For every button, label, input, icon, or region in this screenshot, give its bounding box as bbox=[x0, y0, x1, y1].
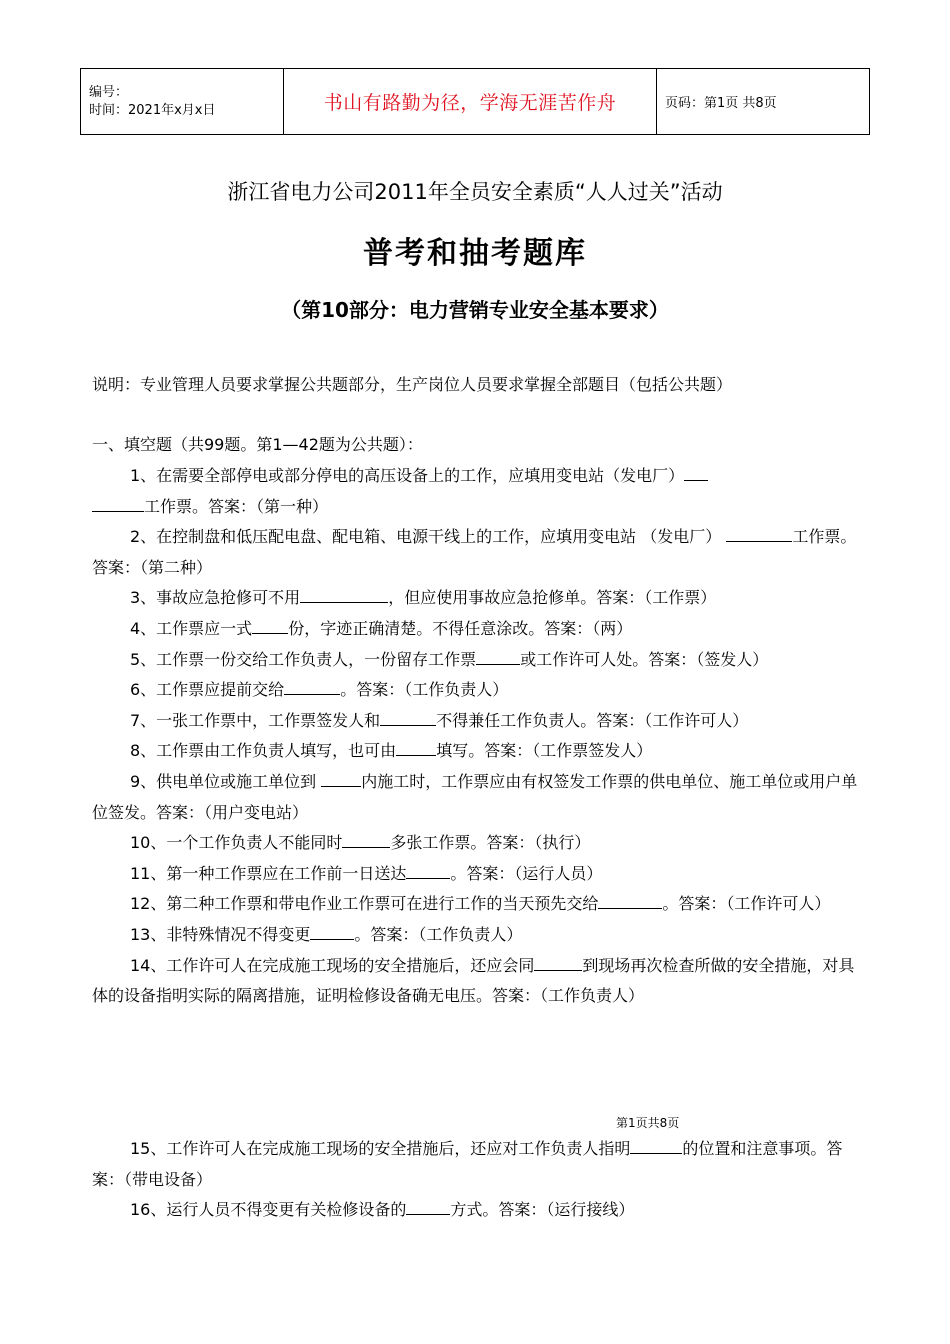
doc-title-subtitle: （第10部分：电力营销专业安全基本要求） bbox=[281, 298, 669, 322]
question-item: 1、在需要全部停电或部分停电的高压设备上的工作，应填用变电站（发电厂） 工作票。答案：（第一种） bbox=[92, 461, 862, 522]
header-meta-cell bbox=[81, 69, 284, 135]
page-footer: 第1页共8页 bbox=[616, 1116, 680, 1130]
question-item: 8、工作票由工作负责人填写，也可由 填写。答案：（工作票签发人） bbox=[92, 736, 862, 767]
header-motto: 书山有路勤为径，学海无涯苦作舟 bbox=[284, 69, 657, 135]
question-item: 6、工作票应提前交给 。答案：（工作负责人） bbox=[92, 675, 862, 706]
serial-label: 编号： bbox=[89, 84, 129, 100]
header-page-label: 页码：第1页 共8页 bbox=[657, 69, 870, 135]
doc-title-line1: 浙江省电力公司2011年全员安全素质“人人过关”活动 bbox=[227, 180, 723, 204]
question-item: 3、事故应急抢修可不用 ，但应使用事故应急抢修单。答案：（工作票） bbox=[92, 583, 862, 614]
question-item: 11、第一种工作票应在工作前一日送达 。答案：（运行人员） bbox=[92, 859, 862, 890]
question-item: 12、第二种工作票和带电作业工作票可在进行工作的当天预先交给 。答案：（工作许可人） bbox=[92, 889, 862, 920]
doc-title-main: 普考和抽考题库 bbox=[363, 236, 587, 271]
header-table bbox=[80, 68, 870, 135]
question-item: 4、工作票应一式 份，字迹正确清楚。不得任意涂改。答案：（两） bbox=[92, 614, 862, 645]
question-item: 7、一张工作票中，工作票签发人和 不得兼任工作负责人。答案：（工作许可人） bbox=[92, 706, 862, 737]
date-label: 时间：2021年x月x日 bbox=[89, 102, 216, 118]
question-item: 5、工作票一份交给工作负责人，一份留存工作票 或工作许可人处。答案：（签发人） bbox=[92, 645, 862, 676]
question-item: 2、在控制盘和低压配电盘、配电箱、电源干线上的工作，应填用变电站 （发电厂） 工作票。答案：（第二种） bbox=[92, 522, 862, 583]
section-heading: 一、填空题（共99题。第1—42题为公共题）： bbox=[92, 435, 423, 454]
question-list bbox=[92, 461, 862, 1012]
question-item: 13、非特殊情况不得变更 。答案：（工作负责人） bbox=[92, 920, 862, 951]
instructions-note: 说明：专业管理人员要求掌握公共题部分，生产岗位人员要求掌握全部题目（包括公共题） bbox=[92, 375, 733, 394]
question-item: 16、运行人员不得变更有关检修设备的 方式。答案：（运行接线） bbox=[92, 1195, 862, 1226]
question-item: 14、工作许可人在完成施工现场的安全措施后，还应会同 到现场再次检查所做的安全措施，对具体的设备指明实际的隔离措施，证明检修设备确无电压。答案：（工作负责人） bbox=[92, 951, 862, 1012]
question-item: 15、工作许可人在完成施工现场的安全措施后，还应对工作负责人指明 的位置和注意事项。答案：（带电设备） bbox=[92, 1134, 862, 1195]
question-item: 10、一个工作负责人不能同时 多张工作票。答案：（执行） bbox=[92, 828, 862, 859]
question-list-continued bbox=[92, 1134, 862, 1226]
question-item: 9、供电单位或施工单位到 内施工时，工作票应由有权签发工作票的供电单位、施工单位或用户单位签发。答案：（用户变电站） bbox=[92, 767, 862, 828]
